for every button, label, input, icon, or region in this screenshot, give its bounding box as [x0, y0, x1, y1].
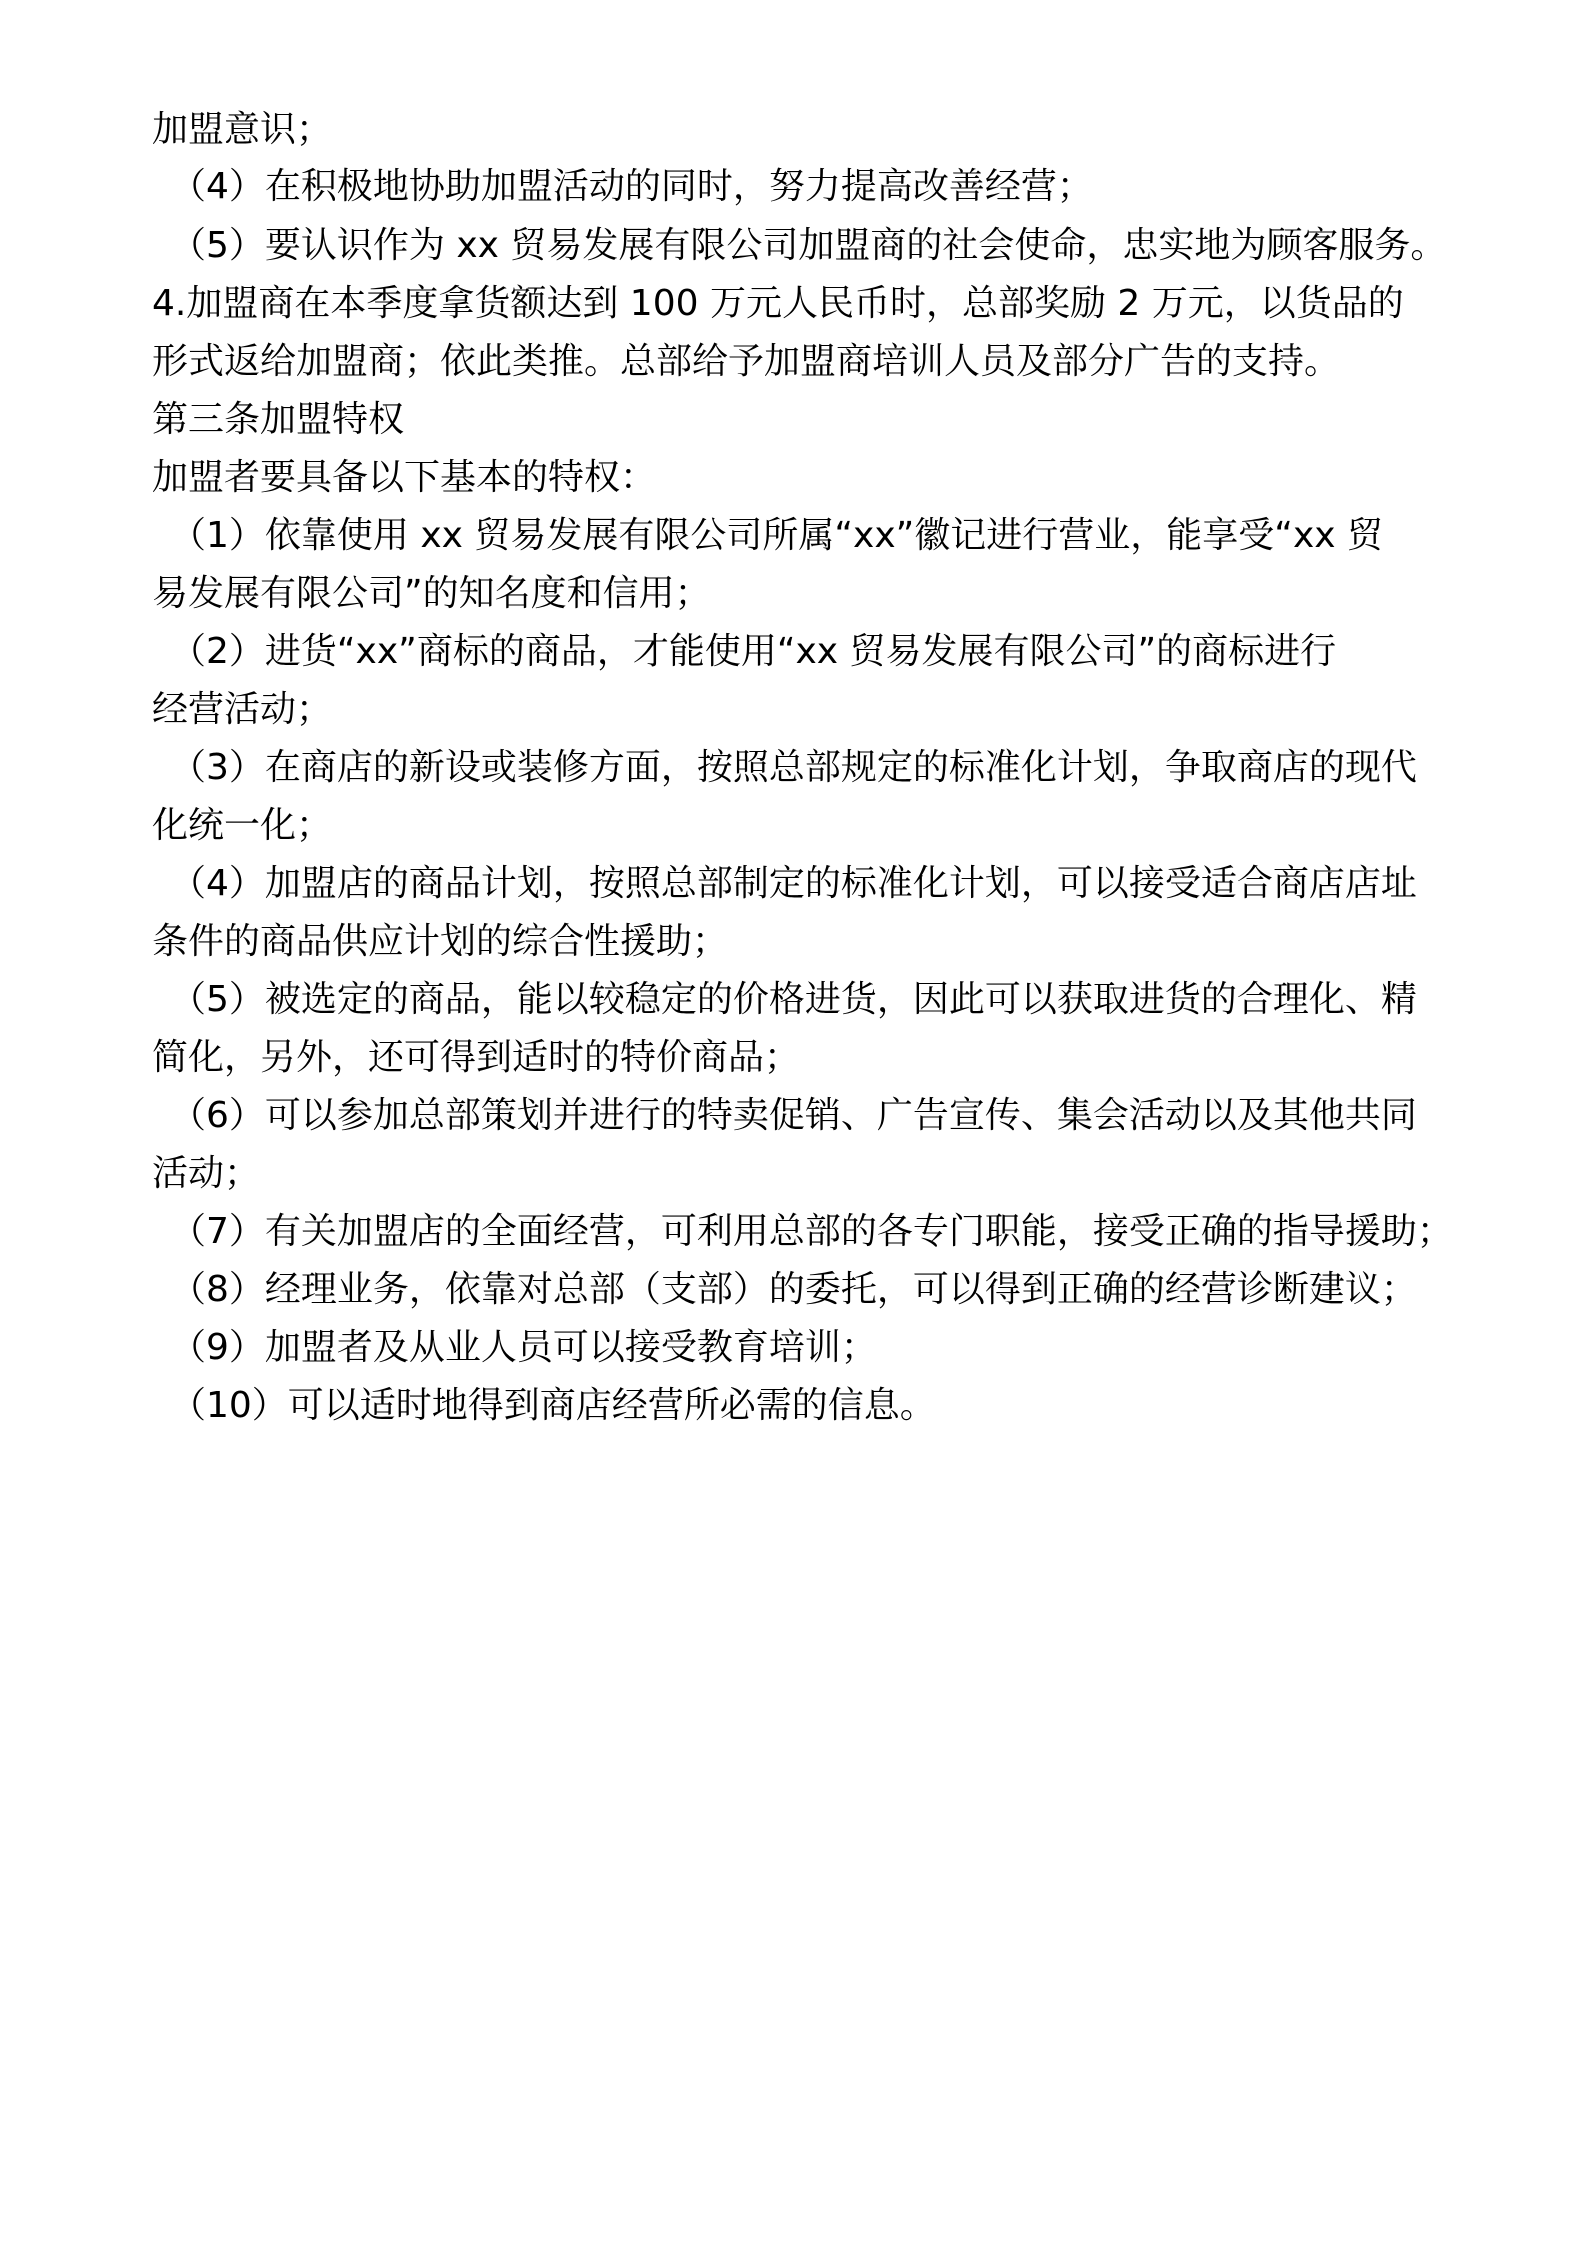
text-line: 活动；	[152, 1153, 261, 1194]
text-line: （10）可以适时地得到商店经营所必需的信息。	[170, 1385, 936, 1426]
text-line: （4）在积极地协助加盟活动的同时，努力提高改善经营；	[170, 166, 1093, 207]
text-line: 易发展有限公司”的知名度和信用；	[152, 573, 711, 614]
text-line: （3）在商店的新设或装修方面，按照总部规定的标准化计划，争取商店的现代	[170, 747, 1417, 788]
text-line: 简化，另外，还可得到适时的特价商品；	[152, 1037, 801, 1078]
text-line: （1）依靠使用 xx 贸易发展有限公司所属“xx”徽记进行营业，能享受“xx 贸	[170, 515, 1384, 556]
text-line: （4）加盟店的商品计划，按照总部制定的标准化计划，可以接受适合商店店址	[170, 863, 1417, 904]
text-line: 经营活动；	[152, 689, 333, 730]
text-line: （8）经理业务，依靠对总部（支部）的委托，可以得到正确的经营诊断建议；	[170, 1269, 1417, 1310]
text-line: 加盟者要具备以下基本的特权：	[152, 457, 657, 498]
text-line: （2）进货“xx”商标的商品，才能使用“xx 贸易发展有限公司”的商标进行	[170, 631, 1337, 672]
text-line: （9）加盟者及从业人员可以接受教育培训；	[170, 1327, 877, 1368]
text-line: 条件的商品供应计划的综合性援助；	[152, 921, 729, 962]
text-line: （5）被选定的商品，能以较稳定的价格进货，因此可以获取进货的合理化、精	[170, 979, 1417, 1020]
text-line: （5）要认识作为 xx 贸易发展有限公司加盟商的社会使命，忠实地为顾客服务。	[170, 225, 1447, 266]
text-line: 形式返给加盟商；依此类推。总部给予加盟商培训人员及部分广告的支持。	[152, 341, 1341, 382]
text-line: （7）有关加盟店的全面经营，可利用总部的各专门职能，接受正确的指导援助；	[170, 1211, 1453, 1252]
section-heading: 第三条加盟特权	[152, 399, 405, 440]
text-line: 化统一化；	[152, 805, 333, 846]
text-line: 4.加盟商在本季度拿货额达到 100 万元人民币时，总部奖励 2 万元，以货品的	[152, 283, 1404, 324]
text-line: （6）可以参加总部策划并进行的特卖促销、广告宣传、集会活动以及其他共同	[170, 1095, 1417, 1136]
text-line: 加盟意识；	[152, 109, 333, 150]
